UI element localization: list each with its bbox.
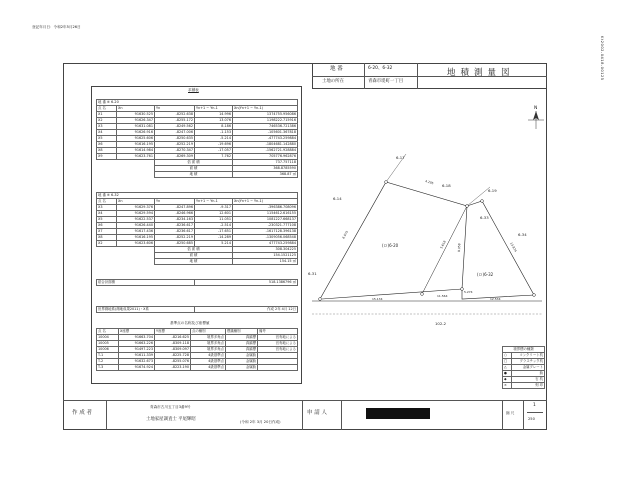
sum-value: 154.1521125 <box>233 253 298 259</box>
table-cell: X7 <box>97 229 117 235</box>
table-cell: X3 <box>97 124 117 130</box>
table-cell: 91625.606 <box>117 136 155 142</box>
table-cell: -8223.190 <box>155 365 191 371</box>
table-cell: -8252.219 <box>155 235 195 241</box>
col-header: X座標 <box>119 329 155 335</box>
table-cell: -8216.625 <box>155 335 191 341</box>
table-cell: 金属鋲 <box>226 359 258 365</box>
col-header: 点 名 <box>97 106 117 112</box>
neighbor-label: 6-31 <box>308 271 317 276</box>
table-cell: 金属鋲 <box>226 353 258 359</box>
table-cell: 真鍮標 <box>226 341 258 347</box>
col-header: 点 名 <box>97 199 117 205</box>
sum-value: 368.8785590 <box>233 166 298 172</box>
author-label: 作 成 者 <box>72 410 92 416</box>
table-cell: 1081227.668137 <box>233 217 298 223</box>
north-label: N <box>534 106 538 111</box>
table-cell: 1374755.956086 <box>233 112 298 118</box>
table-cell: -396386.708096 <box>233 205 298 211</box>
reference-label: 世界測地系(測地成果2011)・X系 <box>97 307 195 313</box>
table-cell: -8247.896 <box>155 205 195 211</box>
table-cell: 7.762 <box>195 154 233 160</box>
table-cell: -8236.617 <box>155 229 195 235</box>
table-cell: 91611.339 <box>119 353 155 359</box>
table-cell: -14.289 <box>195 235 233 241</box>
table-cell: 11.051 <box>195 217 233 223</box>
table-cell: X5 <box>97 136 117 142</box>
length-label: 8.058 <box>457 243 462 253</box>
corner-marker <box>385 181 388 184</box>
col-header: 標識種別 <box>226 329 258 335</box>
table-cell: 91616.195 <box>117 142 155 148</box>
table-cell: 91674.924 <box>119 365 155 371</box>
location-value: 青森市堤町一丁目 <box>368 79 404 84</box>
neighbor-label: 6-33 <box>480 215 489 220</box>
table-cell: -8309.097 <box>155 347 191 353</box>
table-cell: 91497.223 <box>119 347 155 353</box>
registration-date-stamp: 登記年月日：令和2年5月26日 <box>32 25 81 29</box>
table-cell: -2.514 <box>195 223 233 229</box>
length-label: 5.274 <box>464 290 473 294</box>
table-cell: 91663.226 <box>119 341 155 347</box>
area-table-6-20 <box>96 99 298 178</box>
table-cell: T-2 <box>97 359 119 365</box>
north-arrow-icon <box>528 105 544 129</box>
reference-value: 作成 2年 4月 12日 <box>195 307 298 313</box>
parcel-6-20-boundary <box>320 182 467 299</box>
table-cell: 5.214 <box>195 241 233 247</box>
neighbor-label: 6-14 <box>333 196 342 201</box>
table-cell: 91614.984 <box>117 148 155 154</box>
sum-label: 地 積 <box>155 259 233 265</box>
table-cell: -8236.617 <box>155 223 195 229</box>
table-cell: 10005 <box>97 341 119 347</box>
total-label: 総合計面積 <box>97 280 195 286</box>
length-label: 4.205 <box>424 179 435 186</box>
table-cell: ○ <box>503 353 512 359</box>
benchmark-table <box>96 328 298 371</box>
table-cell: 91631.081 <box>117 124 155 130</box>
table-cell: 1198222.715916 <box>233 118 298 124</box>
table-cell: 705776.962876 <box>233 154 298 160</box>
table-cell: -5.214 <box>195 136 233 142</box>
table-cell: 91663.704 <box>119 335 155 341</box>
col-header: Xn <box>117 106 155 112</box>
col-header: Xn(Yn+1 − Yn-1) <box>233 199 298 205</box>
table-cell: 91626.440 <box>117 223 155 229</box>
location-label: 土地の所在 <box>322 79 344 84</box>
table-cell: 官有地による <box>258 341 298 347</box>
table-cell: 金属鋲 <box>226 365 258 371</box>
sum-value: 737.757118 <box>233 160 298 166</box>
sum-label: 面 積 <box>155 253 233 259</box>
table-cell: 石 杭 <box>512 377 545 383</box>
table-cell: -8250.635 <box>155 136 195 142</box>
length-label: 13.874 <box>509 241 518 253</box>
table-cell: 13.076 <box>195 118 233 124</box>
scale-denominator: 250 <box>528 417 535 421</box>
table-cell: 91626.916 <box>117 130 155 136</box>
corner-marker <box>319 298 322 301</box>
table-cell: -8252.638 <box>155 112 195 118</box>
col-header: Yn <box>155 199 195 205</box>
sum-value: 368.87 ㎡ <box>233 172 298 178</box>
corner-marker <box>481 200 484 203</box>
table-row <box>97 365 298 371</box>
parcel-label: 地 番 <box>330 66 343 72</box>
col-header: Yn+1 − Yn-1 <box>195 106 233 112</box>
table-cell: 91616.195 <box>117 235 155 241</box>
col-header: Y座標 <box>155 329 191 335</box>
table-cell: 4級基準点 <box>191 365 226 371</box>
table-cell: 境界多角点 <box>191 341 226 347</box>
table-cell: -1562721.928884 <box>233 148 298 154</box>
table-cell: X4 <box>97 130 117 136</box>
col-header: Xn <box>117 199 155 205</box>
table-cell: X9 <box>97 154 117 160</box>
redaction-bar <box>366 408 430 419</box>
table-cell: 4級基準点 <box>191 353 226 359</box>
table-cell: 91622.537 <box>117 217 155 223</box>
scale-label: 縮 尺 <box>506 411 515 415</box>
length-label: 15.134 <box>372 297 383 301</box>
table-cell: -8249.562 <box>155 124 195 130</box>
table-cell: -230321.777108 <box>233 223 298 229</box>
table-cell: -8225.728 <box>155 353 191 359</box>
table-cell: T-1 <box>97 353 119 359</box>
total-value: 518.1386796 ㎡ <box>195 280 298 286</box>
table-cell: -8234.163 <box>155 217 195 223</box>
table-cell: ● <box>503 371 512 377</box>
table-cell: -19.696 <box>195 142 233 148</box>
col-header: 備考 <box>258 329 298 335</box>
sum-row <box>97 172 298 178</box>
author-address: 青森市古川五丁目3番9号 <box>150 405 191 409</box>
table-cell: △ <box>503 365 512 371</box>
table-cell: 746536.721386 <box>233 124 298 130</box>
length-label: 6.075 <box>341 230 350 240</box>
sum-label: 倍 面 積 <box>155 247 233 253</box>
length-label: 11.564 <box>437 294 448 298</box>
table-cell: 真鍮標 <box>226 335 258 341</box>
table-cell: 477743.259884 <box>233 241 298 247</box>
table-cell: -8269.309 <box>155 154 195 160</box>
author-name: 土地家屋調査士 平尾輝昭 <box>146 417 196 422</box>
reference-table <box>96 306 298 313</box>
total-area-table <box>96 279 298 286</box>
table-cell: X5 <box>97 217 117 223</box>
corner-marker <box>533 294 536 297</box>
table-cell: コンクリート杭 <box>512 353 545 359</box>
road-label: 102-2 <box>435 321 447 326</box>
table-cell: -1309056.068548 <box>233 235 298 241</box>
table-cell: 境界多角点 <box>191 335 226 341</box>
table-cell: 91629.594 <box>117 211 155 217</box>
table-cell: 8.186 <box>195 124 233 130</box>
table-cell: X6 <box>97 223 117 229</box>
length-label: 12.534 <box>490 297 501 301</box>
table-cell: 真鍮標 <box>226 347 258 353</box>
parcel-6-32-boundary <box>462 201 534 299</box>
table-cell: -8255.076 <box>155 359 191 365</box>
neighbor-label: 6-19 <box>488 188 497 193</box>
neighbor-label: 6-17 <box>396 155 405 160</box>
table-cell: 10004 <box>97 335 119 341</box>
area-table-6-32 <box>96 192 298 265</box>
table-cell: 91626.347 <box>117 118 155 124</box>
parcel-6-20-label: (ロ)6-20 <box>382 243 399 248</box>
table-cell: X8 <box>97 148 117 154</box>
table-cell: -8250.685 <box>155 241 195 247</box>
table-cell: X4 <box>97 211 117 217</box>
table-cell: □ <box>503 359 512 365</box>
table-cell: 91617.436 <box>117 229 155 235</box>
table-cell: -1617128.396138 <box>233 229 298 235</box>
table-cell: 12.601 <box>195 211 233 217</box>
length-label: 5.618 <box>439 239 447 250</box>
table-cell: 境界多角点 <box>191 347 226 353</box>
scale-value: 1 <box>533 403 536 408</box>
table-cell: 官有地による <box>258 335 298 341</box>
sum-label: 倍 面 積 <box>155 160 233 166</box>
table-cell: -8270.347 <box>155 148 195 154</box>
table-cell: 91632.673 <box>119 359 155 365</box>
table-cell: X2 <box>97 241 117 247</box>
sum-label: 地 積 <box>155 172 233 178</box>
table-cell: X6 <box>97 142 117 148</box>
table-cell: -8255.172 <box>155 118 195 124</box>
sum-label: 面 積 <box>155 166 233 172</box>
table-cell: X8 <box>97 235 117 241</box>
table-cell: 鋲 <box>512 371 545 377</box>
table-cell: 金属プレート <box>512 365 545 371</box>
table-cell: 10006 <box>97 347 119 353</box>
applicant-label: 申 請 人 <box>307 410 327 416</box>
table-cell: × <box>503 383 512 389</box>
side-document-code: Kt2002-0418-00125 <box>600 36 604 81</box>
col-header: 点の種別 <box>191 329 226 335</box>
col-header: Yn+1 − Yn-1 <box>195 199 233 205</box>
table-cell: -8246.966 <box>155 211 195 217</box>
table-cell: 91630.525 <box>117 112 155 118</box>
corner-marker <box>461 288 464 291</box>
sum-value: 308.304225 <box>233 247 298 253</box>
table-cell: X1 <box>97 112 117 118</box>
table-cell: -8247.006 <box>155 130 195 136</box>
table-cell: -1804681.142880 <box>233 142 298 148</box>
corner-marker <box>421 293 424 296</box>
table-cell: -105601.367818 <box>233 130 298 136</box>
author-date: (令和 2年 3月 20日作成) <box>240 420 281 424</box>
table-cell: -8309.118 <box>155 341 191 347</box>
neighbor-label: 6-18 <box>442 183 451 188</box>
table-title: 地 番 ⑥ 6-20 <box>97 100 298 106</box>
table-row <box>503 383 545 389</box>
table-cell: プラスチック杭 <box>512 359 545 365</box>
legend-title: 境界標の種類 <box>503 347 545 353</box>
parcel-value: 6-20、6-32 <box>368 66 393 71</box>
col-header: 点 名 <box>97 329 119 335</box>
table-cell: T-3 <box>97 365 119 371</box>
table-title: 地 番 ⑥ 6-32 <box>97 193 298 199</box>
table-cell: 91623.606 <box>117 241 155 247</box>
table-cell: 官有地による <box>258 347 298 353</box>
col-header: Yn <box>155 106 195 112</box>
table-cell: X2 <box>97 118 117 124</box>
table-cell: -1.153 <box>195 130 233 136</box>
sum-row <box>97 259 298 265</box>
table-cell: 91623.761 <box>117 154 155 160</box>
table-cell: -17.057 <box>195 148 233 154</box>
drawing-title: 地積測量図 <box>447 68 515 78</box>
benchmark-title: 基準点の名称及び座標値 <box>170 321 210 325</box>
sum-value: 154.15 ㎡ <box>233 259 298 265</box>
table-cell: -17.651 <box>195 229 233 235</box>
corner-marker <box>466 205 469 208</box>
legend-table <box>502 346 545 389</box>
table-cell: ◆ <box>503 377 512 383</box>
table-cell <box>258 365 298 371</box>
neighbor-label: 6-34 <box>518 232 527 237</box>
col-header: Xn(Yn+1 − Yn-1) <box>233 106 298 112</box>
table-cell: 刻 印 <box>512 383 545 389</box>
table-cell: 4級基準点 <box>191 359 226 365</box>
table-cell: 91629.376 <box>117 205 155 211</box>
table-cell: -9.317 <box>195 205 233 211</box>
parcel-6-32-label: (ロ)6-32 <box>477 272 494 277</box>
table-cell: X3 <box>97 205 117 211</box>
table-cell: 14.996 <box>195 112 233 118</box>
calc-title: 求積表 <box>188 88 199 92</box>
table-cell: -8252.219 <box>155 142 195 148</box>
table-cell: 1154612.616155 <box>233 211 298 217</box>
table-cell: -477743.259884 <box>233 136 298 142</box>
